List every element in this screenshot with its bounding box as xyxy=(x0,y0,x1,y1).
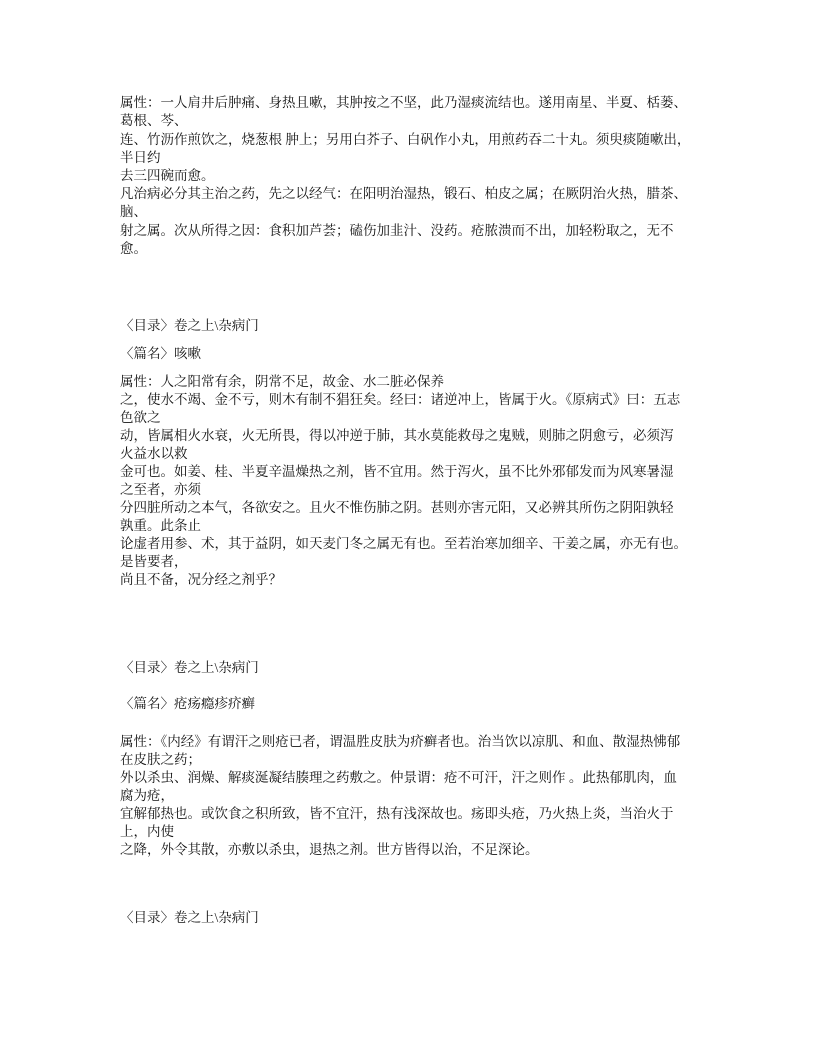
text-line: 射之属。次从所得之因：食积加芦荟；磕伤加韭汁、没药。疮脓溃而不出，加轻粉取之，无不 xyxy=(120,223,674,238)
text-line: 在皮肤之药； xyxy=(120,752,201,767)
text-line: 是皆要者， xyxy=(120,554,188,569)
text-line: 论虚者用参、术，其于益阴，如天麦门冬之属无有也。至若治寒加细辛、干姜之属，亦无有也。 xyxy=(120,536,687,551)
text-line: 火益水以救 xyxy=(120,446,188,461)
text-line: 连、竹沥作煎饮之，烧葱根 肿上；另用白芥子、白矾作小丸，用煎药吞二十丸。须臾痰随嗽出， xyxy=(120,132,691,147)
text-line: 属性：人之阳常有余，阴常不足，故金、水二脏必保养 xyxy=(120,374,444,389)
catalog-heading: 〈目录〉卷之上\杂病门 xyxy=(120,318,259,333)
text-line: 凡治病必分其主治之药，先之以经气：在阳明治湿热，锻石、柏皮之属；在厥阴治火热，腊茶、 xyxy=(120,186,687,201)
chapter-title: 〈篇名〉疮疡瘾疹疥癣 xyxy=(120,696,255,711)
text-line: 外以杀虫、润燥、解痰涎凝结腠理之药敷之。仲景谓：疮不可汗，汗之则作 。此热郁肌肉，血 xyxy=(120,770,677,785)
text-line: 属性：一人肩井后肿痛、身热且嗽，其肿按之不坚，此乃湿痰流结也。遂用南星、半夏、栝蒌、 xyxy=(120,95,687,110)
text-line: 之降，外令其散，亦敷以杀虫，退热之剂。世方皆得以治，不足深论。 xyxy=(120,842,539,857)
text-line: 之至者，亦须 xyxy=(120,482,201,497)
text-line: 腐为疮， xyxy=(120,788,174,803)
text-line: 分四脏所动之本气，各欲安之。且火不惟伤肺之阴。甚则亦害元阳，又必辨其所伤之阴阳孰轻 xyxy=(120,500,674,515)
text-line: 愈。 xyxy=(120,241,147,256)
text-line: 尚且不备，况分经之剂乎？ xyxy=(120,572,282,587)
catalog-heading: 〈目录〉卷之上\杂病门 xyxy=(120,660,259,675)
text-line: 色欲之 xyxy=(120,410,161,425)
text-line: 孰重。此条止 xyxy=(120,518,201,533)
text-line: 动，皆属相火水衰，火无所畏，得以冲逆于肺，其水莫能救母之鬼贼，则肺之阴愈亏，必须泻 xyxy=(120,428,674,443)
text-line: 脑、 xyxy=(120,204,147,219)
text-line: 上，内使 xyxy=(120,824,174,839)
text-line: 属性：《内经》有谓汗之则疮已者，谓温胜皮肤为疥癣者也。治当饮以凉肌、和血、散湿热怫郁 xyxy=(120,734,681,749)
catalog-heading: 〈目录〉卷之上\杂病门 xyxy=(120,910,259,925)
text-line: 半日约 xyxy=(120,150,161,165)
text-line: 葛根、芩、 xyxy=(120,113,188,128)
text-line: 金可也。如姜、桂、半夏辛温燥热之剂，皆不宜用。然于泻火，虽不比外邪郁发而为风寒暑湿 xyxy=(120,464,674,479)
text-line: 去三四碗而愈。 xyxy=(120,168,215,183)
text-line: 宜解郁热也。或饮食之积所致，皆不宜汗，热有浅深故也。疡即头疮，乃火热上炎，当治火于 xyxy=(120,806,674,821)
chapter-title: 〈篇名〉咳嗽 xyxy=(120,346,201,361)
text-line: 之，使水不竭、金不亏，则木有制不猖狂矣。经曰：诸逆冲上，皆属于火。《原病式》曰：五志 xyxy=(120,392,681,407)
